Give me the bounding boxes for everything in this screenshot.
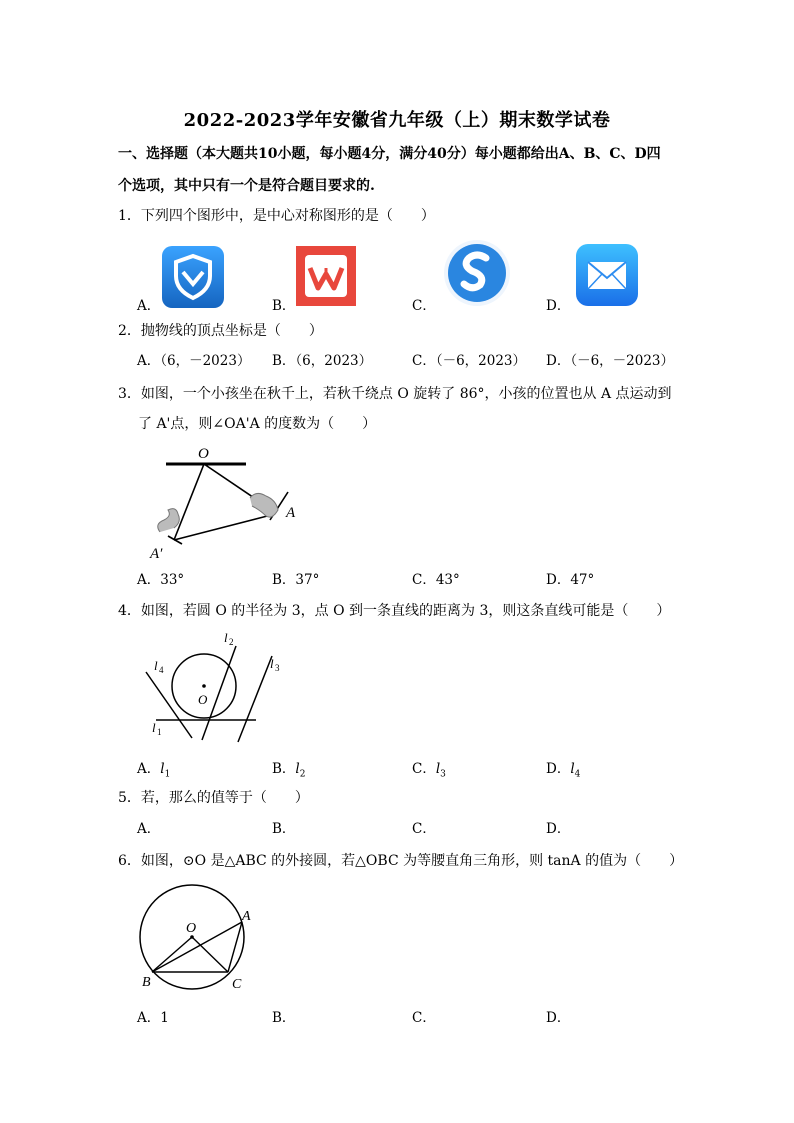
q3-stem-line1: 3．如图，一个小孩坐在秋千上，若秋千绕点 O 旋转了 86°，小孩的位置也从 A 点运动到 bbox=[118, 386, 672, 402]
q1-option-b: B． bbox=[272, 298, 296, 314]
q2-option-c: C．（－6，2023） bbox=[412, 353, 527, 369]
q4-option-c: C．$l_3$ bbox=[412, 761, 446, 780]
q6-option-a: A．1 bbox=[137, 1010, 169, 1026]
q3-label-o: O bbox=[198, 446, 209, 462]
q6-label-b: B bbox=[142, 975, 151, 990]
q4-label-l3-sub: 3 bbox=[275, 663, 280, 673]
q1-option-c: C． bbox=[412, 298, 436, 314]
q4-label-l2: l bbox=[224, 630, 228, 645]
q4-label-l3: l bbox=[270, 656, 274, 671]
q3-option-d: D．47° bbox=[546, 572, 595, 588]
q5-option-a: A． bbox=[137, 821, 161, 837]
q4-option-d: D．$l_4$ bbox=[546, 761, 581, 780]
q3-stem-line2: 了 A'点，则∠OA'A 的度数为（ ） bbox=[138, 416, 377, 432]
q6-option-d: D． bbox=[546, 1010, 571, 1026]
circumcircle-figure bbox=[134, 880, 264, 995]
q6-label-c: C bbox=[232, 977, 242, 992]
mail-icon bbox=[576, 244, 638, 306]
q5-stem: 5．若，那么的值等于（ ） bbox=[118, 790, 309, 806]
swing-figure bbox=[138, 440, 308, 565]
sogou-icon bbox=[442, 238, 512, 308]
q2-option-d: D．（－6，－2023） bbox=[546, 353, 675, 369]
q6-label-o: O bbox=[186, 921, 197, 936]
q3-option-a: A．33° bbox=[137, 572, 185, 588]
q1-stem: 1．下列四个图形中，是中心对称图形的是（ ） bbox=[118, 208, 435, 224]
q6-option-b: B． bbox=[272, 1010, 296, 1026]
q4-label-l4: l bbox=[154, 658, 158, 673]
q3-label-a-prime: A′ bbox=[150, 546, 163, 562]
page-title: 2022-2023学年安徽省九年级（上）期末数学试卷 bbox=[183, 110, 611, 131]
q3-option-c: C．43° bbox=[412, 572, 460, 588]
q2-option-b: B．（6，2023） bbox=[272, 353, 373, 369]
q5-option-b: B． bbox=[272, 821, 296, 837]
q4-label-o: O bbox=[198, 692, 208, 707]
q6-label-a: A bbox=[242, 909, 251, 924]
q2-option-a: A．（6，－2023） bbox=[137, 353, 251, 369]
shield-app-icon bbox=[162, 246, 224, 308]
q4-label-l1: l bbox=[152, 720, 156, 735]
q6-option-c: C． bbox=[412, 1010, 436, 1026]
q2-stem: 2．抛物线的顶点坐标是（ ） bbox=[118, 323, 323, 339]
q5-option-c: C． bbox=[412, 821, 436, 837]
q4-label-l1-sub: 1 bbox=[157, 727, 162, 737]
q5-option-d: D． bbox=[546, 821, 571, 837]
section-heading-line2: 个选项，其中只有一个是符合题目要求的. bbox=[118, 178, 375, 194]
q4-label-l4-sub: 4 bbox=[159, 665, 164, 675]
circle-lines-figure bbox=[138, 628, 288, 748]
q4-stem: 4．如图，若圆 O 的半径为 3，点 O 到一条直线的距离为 3，则这条直线可能是（ ） bbox=[118, 603, 671, 619]
q3-label-a: A bbox=[286, 505, 296, 521]
q6-stem: 6．如图，⊙O 是△ABC 的外接圆，若△OBC 为等腰直角三角形，则 tanA 的值为（ ） bbox=[118, 853, 684, 869]
wps-office-icon bbox=[296, 246, 356, 306]
q1-option-d: D． bbox=[546, 298, 571, 314]
section-heading-line1: 一、选择题（本大题共10小题，每小题4分，满分40分）每小题都给出A、B、C、D四 bbox=[118, 146, 661, 162]
q1-option-a: A． bbox=[137, 298, 161, 314]
q4-option-b: B．$l_2$ bbox=[272, 761, 306, 780]
q4-label-l2-sub: 2 bbox=[229, 637, 234, 647]
q3-option-b: B．37° bbox=[272, 572, 320, 588]
q4-option-a: A．$l_1$ bbox=[137, 761, 171, 780]
